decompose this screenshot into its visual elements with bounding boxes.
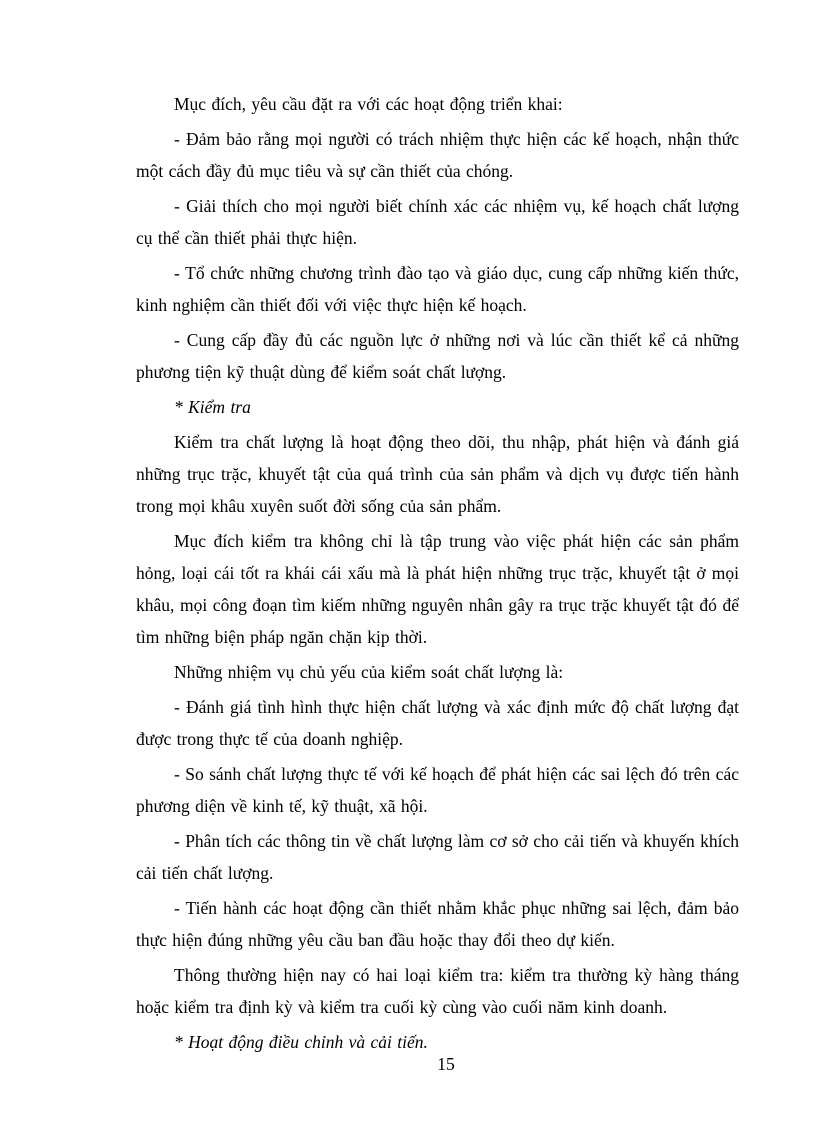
paragraph-intro: Những nhiệm vụ chủ yếu của kiểm soát chất lượng là: <box>174 662 564 682</box>
paragraph-body: Mục đích kiểm tra không chỉ là tập trung vào việc phát hiện các sản phẩm hỏng, loại cái tốt ra khái cái xấu mà là phát hiện những trục trặc, khuyết tật ở mọi khâu, mọi công đoạn tìm kiếm những nguyên nhân gây ra trục trặc khuyết tật đó để tìm những biện pháp ngăn chặn kịp thời. <box>136 531 739 647</box>
paragraph-item: - Đánh giá tình hình thực hiện chất lượng và xác định mức độ chất lượng đạt được trong thực tế của doanh nghiệp. <box>136 697 739 749</box>
section-heading-kiem-tra: * Kiểm tra <box>174 397 251 417</box>
paragraph-body: Kiểm tra chất lượng là hoạt động theo dõi, thu nhập, phát hiện và đánh giá những trục trặc, khuyết tật của quá trình của sản phẩm và dịch vụ được tiến hành trong mọi khâu xuyên suốt đời sống của sản phẩm. <box>136 432 739 516</box>
paragraph-item: - Tổ chức những chương trình đào tạo và giáo dục, cung cấp những kiến thức, kinh nghiệm cần thiết đối với việc thực hiện kế hoạch. <box>136 263 739 315</box>
paragraph-item: - Giải thích cho mọi người biết chính xác các nhiệm vụ, kế hoạch chất lượng cụ thể cần thiết phải thực hiện. <box>136 196 739 248</box>
paragraph-item: - So sánh chất lượng thực tế với kế hoạch để phát hiện các sai lệch đó trên các phương diện về kinh tế, kỹ thuật, xã hội. <box>136 764 739 816</box>
paragraph-body: Thông thường hiện nay có hai loại kiểm tra: kiểm tra thường kỳ hàng tháng hoặc kiểm tra định kỳ và kiểm tra cuối kỳ cùng vào cuối năm kinh doanh. <box>136 965 739 1017</box>
paragraph-item: - Đảm bảo rằng mọi người có trách nhiệm thực hiện các kế hoạch, nhận thức một cách đầy đủ mục tiêu và sự cần thiết của chóng. <box>136 129 739 181</box>
paragraph-intro: Mục đích, yêu cầu đặt ra với các hoạt động triển khai: <box>174 94 563 114</box>
paragraph-item: - Phân tích các thông tin về chất lượng làm cơ sở cho cải tiến và khuyến khích cải tiến chất lượng. <box>136 831 739 883</box>
section-heading-dieu-chinh: * Hoạt động điều chỉnh và cải tiến. <box>174 1032 428 1052</box>
page-number: 15 <box>437 1054 455 1074</box>
paragraph-item: - Cung cấp đầy đủ các nguồn lực ở những nơi và lúc cần thiết kể cả những phương tiện kỹ thuật dùng để kiểm soát chất lượng. <box>136 330 739 382</box>
paragraph-item: - Tiến hành các hoạt động cần thiết nhằm khắc phục những sai lệch, đảm bảo thực hiện đúng những yêu cầu ban đầu hoặc thay đổi theo dự kiến. <box>136 898 739 950</box>
document-page <box>136 88 739 1058</box>
